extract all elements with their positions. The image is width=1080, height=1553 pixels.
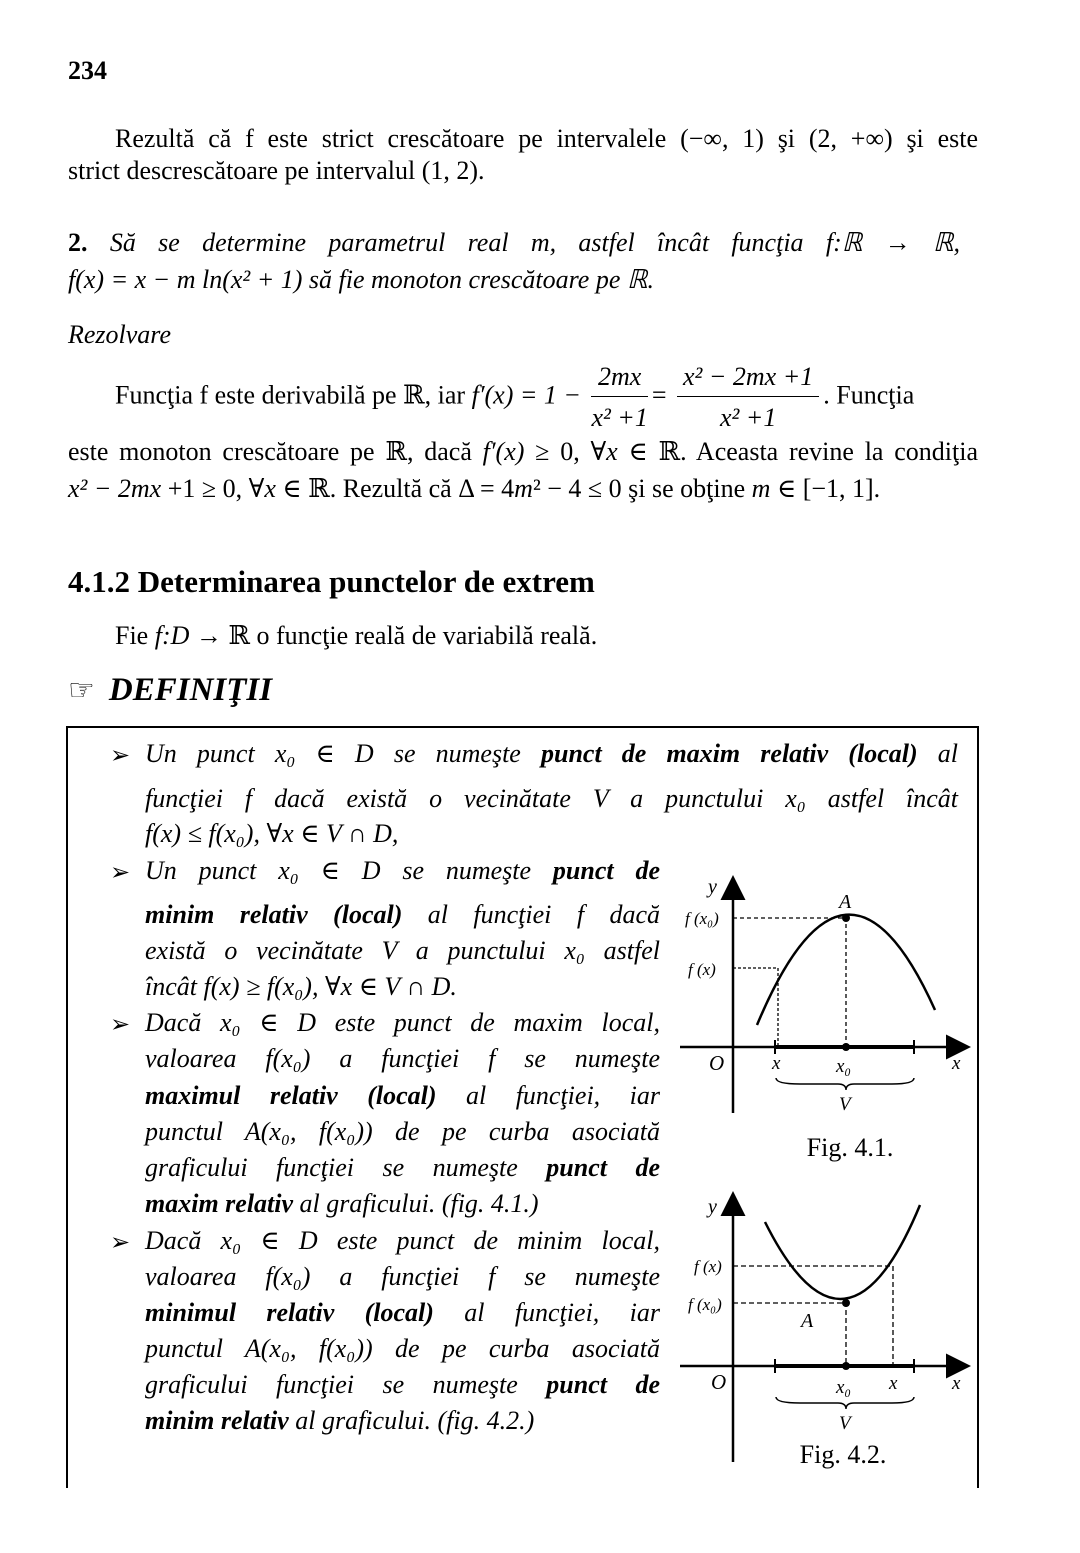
text-run: există o vecinătate V a punctului x₀ astfel — [145, 936, 660, 965]
text-run: minim relativ (local) — [145, 900, 403, 929]
text-run: ∈ ℝ. Aceasta revine la condiţia — [617, 437, 978, 466]
x0-label: x₀ — [836, 1056, 852, 1077]
text-run: x — [606, 437, 618, 466]
fraction-denominator: x² +1 — [719, 403, 777, 432]
text-run: valoarea f(x₀) a funcţiei f se numeşte — [145, 1262, 660, 1291]
text-run: maxim relativ — [145, 1189, 294, 1218]
text-run: punct de — [546, 1370, 660, 1399]
text-run: al graficului. (fig. 4.2.) — [288, 1406, 535, 1435]
text-run: x — [264, 474, 276, 503]
text-run: graficului funcţiei se numeşte — [145, 1153, 547, 1182]
text-run: f:D — [154, 621, 190, 650]
text-run: Rezolvare — [68, 320, 171, 349]
origin-label: O — [711, 1370, 727, 1394]
curve-minimum — [765, 1205, 920, 1299]
text-run: ∈ ℝ. Rezultă că Δ = 4 — [275, 474, 515, 503]
bullet-arrow-icon: ➢ — [110, 1230, 131, 1256]
text-run: → ℝ o funcţie reală de variabilă reală. — [189, 621, 598, 650]
text-run: Un punct x₀ ∈ D se numeşte — [145, 856, 553, 885]
text-run: punctul A(x₀, f(x₀)) de pe curba asociată — [145, 1117, 660, 1146]
figure-4-1 — [680, 876, 966, 1162]
brace — [776, 1078, 914, 1090]
text-run: graficului funcţiei se numeşte — [145, 1370, 547, 1399]
text-run: x² − 2mx — [68, 474, 162, 503]
text-run: punct de — [546, 1153, 660, 1182]
text-run: f(x) ≤ f(x₀), ∀x ∈ V ∩ D, — [145, 819, 399, 848]
text-run: încât f(x) ≥ f(x₀), ∀x ∈ V ∩ D. — [145, 972, 457, 1001]
text-run: m — [751, 474, 771, 503]
point-label-A: A — [801, 1310, 814, 1332]
fx0-label: f (x₀) — [685, 909, 719, 928]
text-run: = — [651, 380, 674, 410]
text-run: minim relativ — [145, 1406, 289, 1435]
text-run: valoarea f(x₀) a funcţiei f se numeşte — [145, 1044, 660, 1073]
text-run: ≥ 0, ∀ — [524, 437, 607, 466]
fx-label: f (x) — [694, 1257, 722, 1276]
bullet-arrow-icon: ➢ — [110, 1012, 131, 1038]
text-run: al funcţiei, iar — [433, 1298, 660, 1327]
text-run: punctul A(x₀, f(x₀)) de pe curba asociată — [145, 1334, 660, 1363]
point-A — [842, 1299, 850, 1307]
point-x0 — [842, 1362, 850, 1370]
x-axis-label: x — [952, 1373, 961, 1394]
text-run: al — [917, 739, 958, 768]
text-run: punct de maxim relativ (local) — [540, 739, 918, 768]
text-run: +1 ≥ 0, ∀ — [161, 474, 265, 503]
text-run: punct de — [552, 856, 660, 885]
text-run: ∈ [−1, 1]. — [770, 474, 881, 503]
point-x0 — [842, 1043, 850, 1051]
text-run: 2. — [68, 228, 110, 257]
definitions-title: DEFINIŢII — [108, 672, 273, 708]
text-run: . Funcţia — [823, 380, 915, 410]
text-run: ² − 4 ≤ 0 şi se obţine — [532, 474, 752, 503]
text-run: Un punct x₀ ∈ D se numeşte — [145, 739, 541, 768]
y-label: y — [708, 1196, 717, 1218]
text-run: minimul relativ (local) — [145, 1298, 434, 1327]
x-axis-label: x — [952, 1053, 961, 1074]
page-number: 234 — [68, 56, 107, 85]
fx-label: f (x) — [688, 960, 716, 979]
text-run: Funcţia f este derivabilă pe ℝ, iar — [115, 380, 472, 410]
text-run: m — [514, 474, 533, 503]
figure-caption: Fig. 4.1. — [806, 1133, 894, 1162]
point-A — [842, 914, 850, 922]
figure-4-2 — [680, 1196, 966, 1469]
figure-caption: Fig. 4.2. — [799, 1440, 887, 1469]
dashed-guide — [733, 968, 778, 1047]
V-label: V — [839, 1413, 851, 1434]
section-heading: 4.1.2 Determinarea punctelor de extrem — [68, 564, 595, 599]
text-run: Rezultă că f este strict crescătoare pe intervalele (−∞, 1) şi (2, +∞) şi este — [115, 124, 978, 153]
fraction-numerator: x² − 2mx +1 — [677, 362, 819, 397]
dashed-guide — [733, 1303, 846, 1366]
x0-label: x₀ — [836, 1377, 852, 1398]
origin-label: O — [709, 1051, 725, 1075]
x-point-label: x — [889, 1373, 898, 1394]
fx0-label: f (x₀) — [688, 1295, 722, 1314]
fraction-numerator: 2mx — [591, 362, 647, 397]
text-run: f(x) = x − m ln(x² + 1) să fie monoton crescătoare pe ℝ. — [68, 265, 654, 294]
text-run: Să se determine parametrul real m, astfel încât funcţia f:ℝ → ℝ, — [109, 228, 961, 257]
text-run: f′(x) — [482, 437, 525, 466]
bullet-arrow-icon: ➢ — [110, 743, 131, 769]
fraction-denominator: x² +1 — [591, 403, 648, 432]
text-run: Fie — [115, 621, 155, 650]
text-run: al graficului. (fig. 4.1.) — [293, 1189, 539, 1218]
bullet-arrow-icon: ➢ — [110, 860, 131, 886]
text-run: al funcţiei, iar — [436, 1081, 660, 1110]
pointing-hand-icon: ☞ — [68, 674, 95, 707]
x-point-label: x — [772, 1053, 781, 1074]
text-run: Dacă x₀ ∈ D este punct de minim local, — [145, 1226, 660, 1255]
V-label: V — [839, 1094, 851, 1115]
text-run: funcţiei f dacă există o vecinătate V a punctului x₀ astfel încât — [145, 784, 958, 813]
y-label: y — [708, 876, 717, 898]
text-run: strict descrescătoare pe intervalul (1, 2). — [68, 156, 485, 185]
text-run: al funcţiei f dacă — [402, 900, 661, 929]
text-run: este monoton crescătoare pe ℝ, dacă — [68, 437, 483, 466]
text-run: maximul relativ (local) — [145, 1081, 437, 1110]
brace — [776, 1397, 914, 1409]
dashed-guide — [733, 918, 846, 1047]
text-run: Dacă x₀ ∈ D este punct de maxim local, — [145, 1008, 660, 1037]
text-run: f′(x) = 1 − — [471, 380, 588, 410]
point-label-A: A — [839, 891, 852, 913]
